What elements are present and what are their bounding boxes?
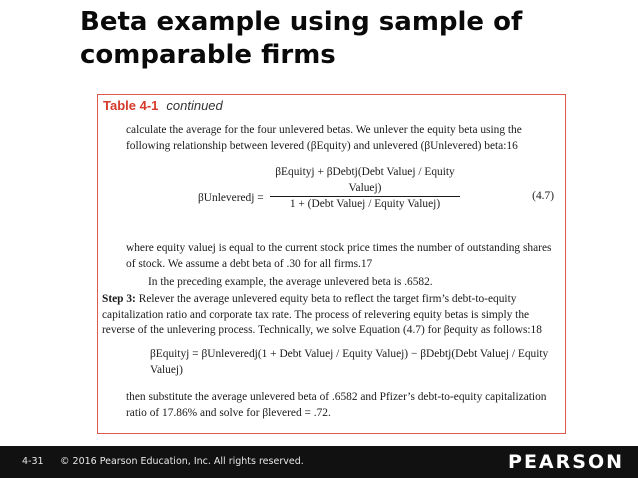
equation-number: (4.7)	[532, 190, 554, 202]
pearson-logo: PEARSON	[508, 451, 624, 473]
eq1-fraction	[270, 165, 460, 213]
eq1-lhs: βUnleveredj =	[198, 192, 264, 204]
table-excerpt	[97, 94, 566, 434]
paragraph-unlever: calculate the average for the four unlevered betas. We unlever the equity beta using the following relationship between levered (βEquity) and unlevered (βUnlevered) beta:16	[126, 124, 522, 152]
left-margin	[0, 0, 62, 446]
paragraph-average: In the preceding example, the average unlevered beta is .6582.	[148, 276, 433, 288]
eq1-numerator: βEquityj + βDebtj(Debt Valuej / Equity Valuej)	[270, 165, 460, 197]
table-continued: continued	[166, 98, 223, 113]
step-label: Step 3:	[102, 293, 136, 305]
paragraph-substitute: then substitute the average unlevered beta of .6582 and Pfizer’s debt-to-equity capitalization ratio of 17.86% and solve for βlevered = .72.	[126, 391, 547, 419]
paragraph-equity-value: where equity valuej is equal to the current stock price times the number of outstanding shares of stock. We assume a debt beta of .30 for all firms.17	[126, 242, 552, 270]
table-header	[103, 98, 223, 113]
equation-4-7	[198, 163, 558, 235]
page-number: 4-31	[22, 456, 44, 467]
step-3	[102, 292, 558, 339]
slide-title: Beta example using sample of comparable firms	[80, 7, 523, 70]
table-label: Table 4-1	[103, 98, 159, 113]
equation-relever: βEquityj = βUnleveredj(1 + Debt Valuej / Equity Valuej) − βDebtj(Debt Valuej / Equity Valuej)	[150, 348, 549, 376]
eq1-denominator: 1 + (Debt Valuej / Equity Valuej)	[289, 198, 441, 211]
step-text: Relever the average unlevered equity beta to reflect the target firm’s debt-to-equity capitalization ratio and corporate tax rate. The process of relevering equity betas is simply the reverse of the unlevering process. Technically, we solve Equation (4.7) for βequity as follows:18	[102, 293, 542, 337]
copyright: © 2016 Pearson Education, Inc. All rights reserved.	[60, 456, 304, 467]
footer-bar	[0, 446, 638, 478]
